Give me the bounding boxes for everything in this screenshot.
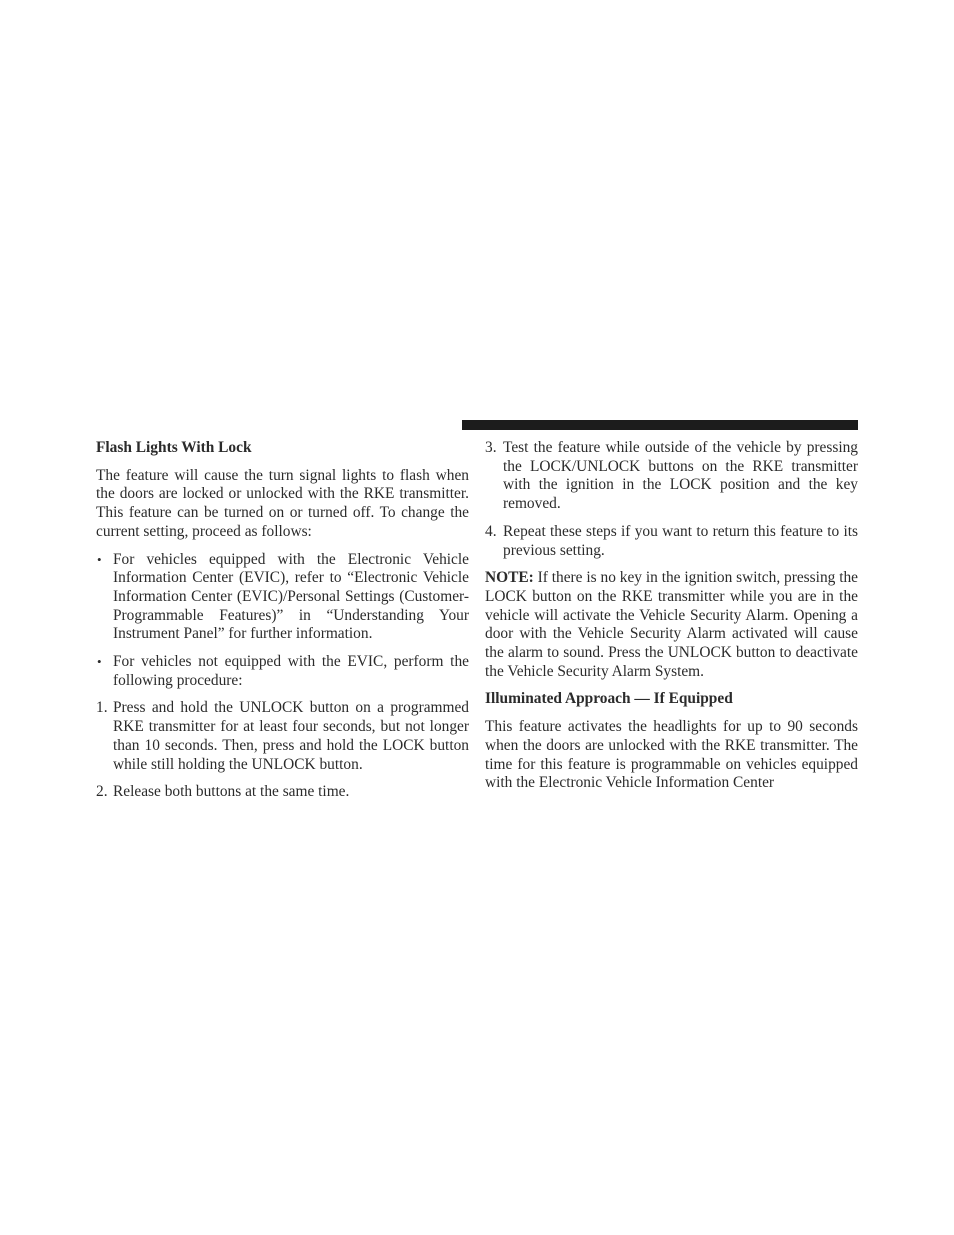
step-text: Press and hold the UNLOCK button on a programmed RKE transmitter for at least four seconds, but not longer than 10 seconds. Then, press and hold the LOCK button while still holding the UNLOCK button. xyxy=(113,699,469,773)
step-number: 4. xyxy=(485,522,497,540)
step-number: 3. xyxy=(485,439,497,456)
bullet-icon: • xyxy=(97,654,102,670)
step-text: Release both buttons at the same time. xyxy=(113,783,350,801)
illuminated-approach-paragraph: This feature activates the headlights for up to 90 seconds when the doors are unlocked with the RKE transmitter. The time for this feature is programmable on vehicles equipped with the Electronic Vehicle Information Center xyxy=(485,718,858,792)
note-text: If there is no key in the ignition switch, pressing the LOCK button on the RKE transmitter while you are in the vehicle will activate the Vehicle Security Alarm. Opening a door with the Vehicle Security Alarm activated will cause the alarm to sound. Press the UNLOCK button to deactivate the Vehicle Security Alarm System. xyxy=(485,569,859,680)
section-heading-flash-lights: Flash Lights With Lock xyxy=(96,439,252,456)
note-label: NOTE: xyxy=(485,569,538,587)
intro-paragraph: The feature will cause the turn signal lights to flash when the doors are locked or unlocked with the RKE transmitter. This feature can be turned on or turned off. To change the current setting, proceed as follows: xyxy=(96,466,469,540)
bullet-icon: • xyxy=(97,551,102,567)
step-item-1 xyxy=(96,699,469,774)
bullet-item-evic xyxy=(96,551,469,645)
section-heading-illuminated-approach: Illuminated Approach — If Equipped xyxy=(485,690,733,708)
bullet-text: For vehicles equipped with the Electronic Vehicle Information Center (EVIC), refer to “Electronic Vehicle Information Center (EVIC)/Personal Settings (Customer-Programmable Features)” in “Understanding Your Instrument Panel” for further information. xyxy=(113,550,469,643)
step-number: 1. xyxy=(96,699,108,717)
step-item-4 xyxy=(485,523,858,560)
step-text: Repeat these steps if you want to return this feature to its previous setting. xyxy=(503,522,858,559)
bullet-item-no-evic xyxy=(96,653,469,690)
section-header-bar xyxy=(462,420,858,430)
left-column xyxy=(96,439,469,811)
note-paragraph xyxy=(485,569,858,681)
right-column xyxy=(485,439,858,802)
bullet-text: For vehicles not equipped with the EVIC, perform the following procedure: xyxy=(113,653,469,689)
step-number: 2. xyxy=(96,783,108,801)
step-text: Test the feature while outside of the vehicle by pressing the LOCK/UNLOCK buttons on the RKE transmitter with the ignition in the LOCK position and the key removed. xyxy=(503,439,858,513)
step-item-3 xyxy=(485,439,858,514)
step-item-2 xyxy=(96,783,469,802)
